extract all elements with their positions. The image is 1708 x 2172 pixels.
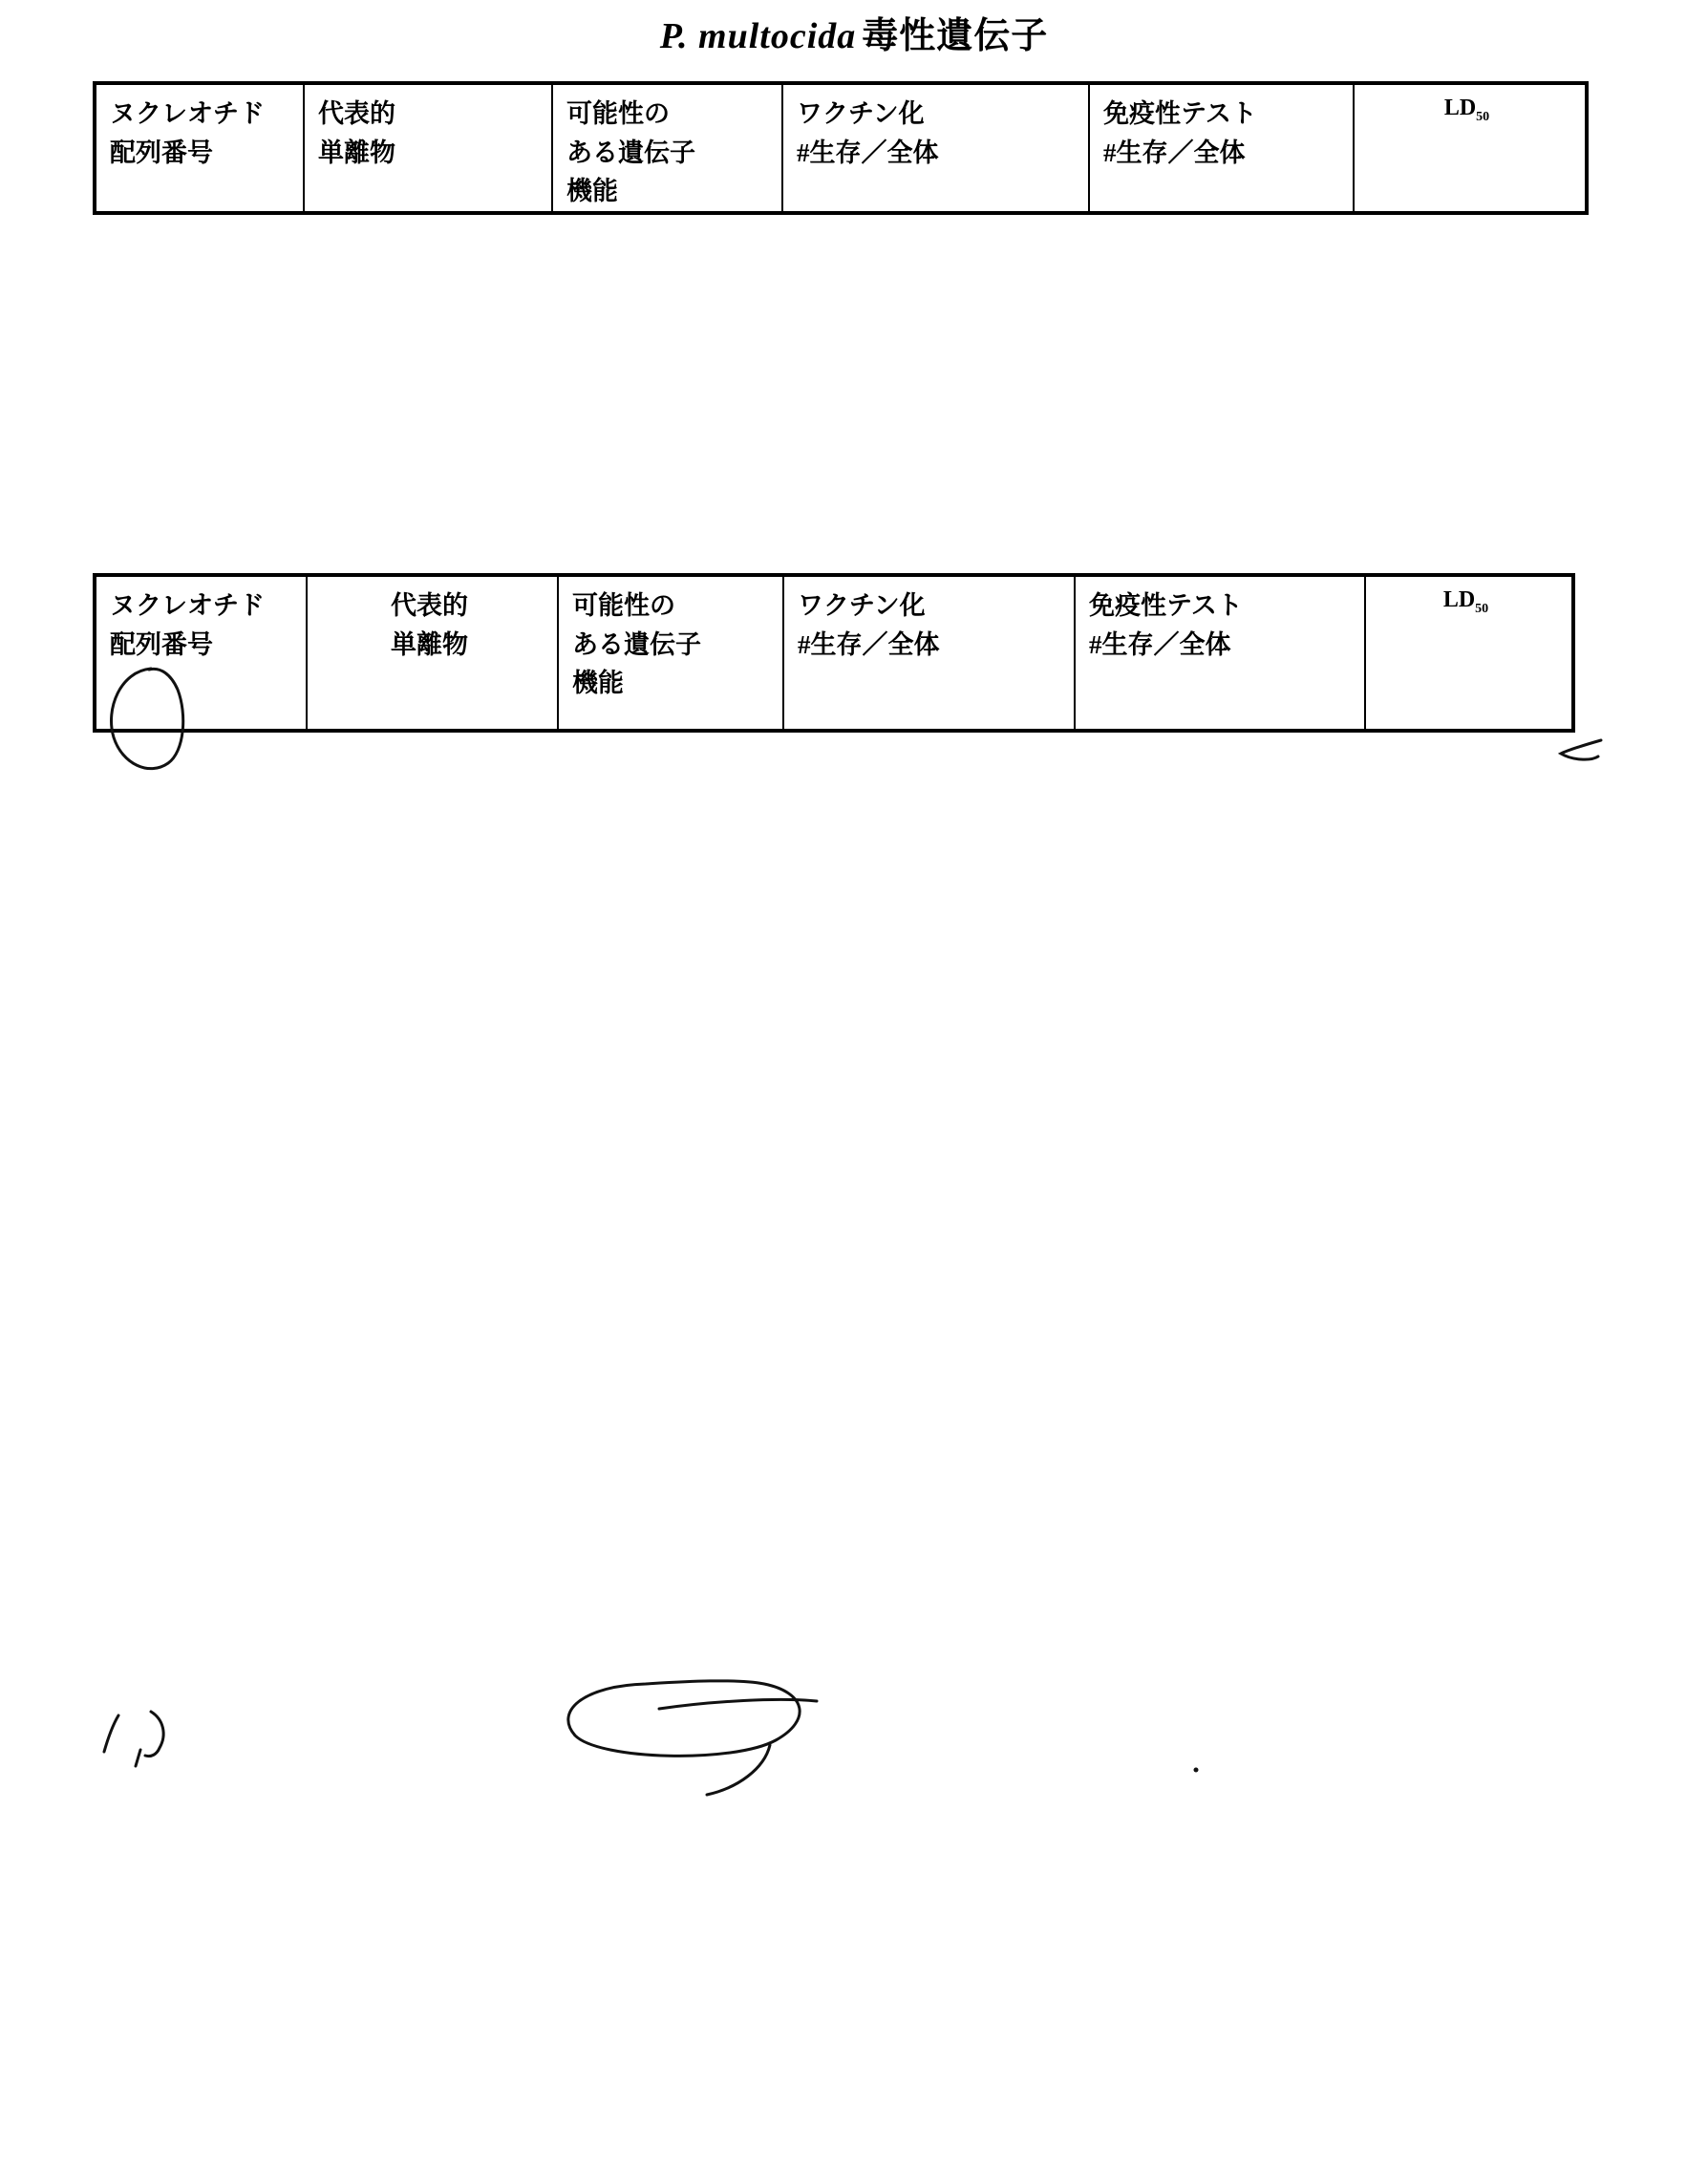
ld-label: LD <box>1443 96 1477 120</box>
ld-subscript: 50 <box>1476 109 1490 124</box>
header-isolate <box>304 83 552 213</box>
handwritten-stroke-lgtC-icon <box>659 1699 817 1709</box>
header-ld50 <box>1365 575 1573 731</box>
header-line: #生存／全体 <box>797 138 939 167</box>
stray-ink-dot <box>1194 1768 1199 1773</box>
header-immunity-test <box>1089 83 1354 213</box>
header-line: 単離物 <box>391 629 468 659</box>
header-line: ワクチン化 <box>797 99 925 128</box>
handwritten-tick-49-icon <box>136 1750 140 1766</box>
header-line: ある遺伝子 <box>572 629 701 659</box>
title-latin: P. multocida <box>659 16 857 56</box>
ld-label: LD <box>1442 587 1476 612</box>
handwritten-circle-tail-icon <box>707 1745 770 1795</box>
header-row <box>95 575 1573 731</box>
header-line: 免疫性テスト <box>1089 591 1243 620</box>
header-line: 機能 <box>572 669 624 697</box>
header-seq-number <box>95 83 304 213</box>
header-line: ある遺伝子 <box>566 138 695 167</box>
header-line: 可能性の <box>572 591 675 620</box>
virulence-gene-table-2 <box>93 573 1575 733</box>
page-title <box>0 6 1708 58</box>
header-line: ワクチン化 <box>798 591 926 620</box>
header-line: 可能性の <box>566 99 670 128</box>
handwritten-margin-arrow-icon <box>1561 740 1601 759</box>
header-ld50 <box>1354 83 1587 213</box>
handwritten-circle-gene-yleA-icon <box>568 1681 800 1757</box>
header-line: #生存／全体 <box>798 629 940 659</box>
header-gene-function <box>552 83 782 213</box>
header-line: ヌクレオチド <box>110 591 265 620</box>
handwritten-slash-80-icon <box>104 1715 118 1752</box>
header-line: #生存／全体 <box>1089 629 1231 659</box>
header-line: 配列番号 <box>110 138 213 167</box>
header-isolate <box>307 575 558 731</box>
header-line: 代表的 <box>318 99 395 128</box>
header-line: #生存／全体 <box>1103 138 1246 167</box>
header-immunity-test <box>1075 575 1365 731</box>
virulence-gene-table-1 <box>93 81 1589 215</box>
header-line: 機能 <box>566 177 618 205</box>
header-line: ヌクレオチド <box>110 99 265 128</box>
header-vaccination <box>782 83 1089 213</box>
header-row <box>95 83 1587 213</box>
header-vaccination <box>783 575 1075 731</box>
header-line: 単離物 <box>318 138 395 167</box>
ld-subscript: 50 <box>1475 601 1489 616</box>
title-japanese: 毒性遺伝子 <box>862 16 1049 56</box>
header-seq-number <box>95 575 307 731</box>
header-gene-function <box>558 575 783 731</box>
header-line: 代表的 <box>391 591 468 620</box>
handwritten-paren-80-icon <box>145 1712 163 1757</box>
header-line: 配列番号 <box>110 629 213 659</box>
header-line: 免疫性テスト <box>1103 99 1257 128</box>
